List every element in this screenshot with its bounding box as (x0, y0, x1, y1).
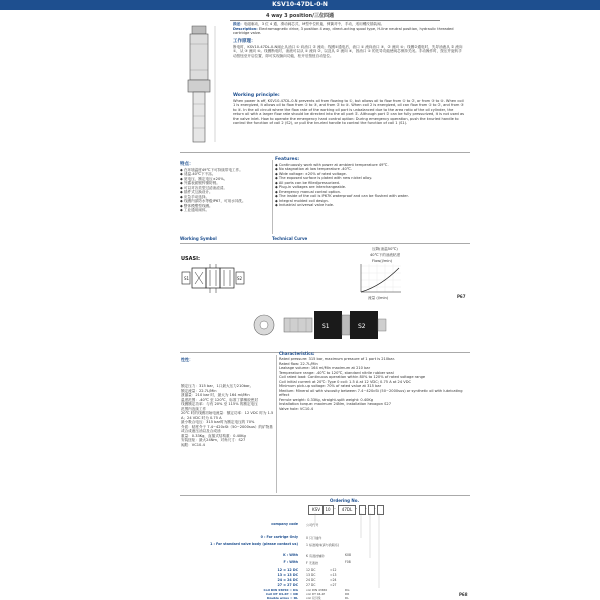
order-row-label: 13 = 13 DC (277, 573, 298, 577)
order-row-desc: 0 只订插件 (306, 536, 322, 540)
order-row-label: Double wires = DL (266, 596, 298, 600)
order-row-label: K : With (283, 553, 298, 557)
coil-s1-label: S1 (322, 323, 330, 330)
valve-drawing (180, 24, 230, 149)
code-box-dash1: - (334, 506, 336, 511)
order-row-label: F : With (283, 560, 298, 564)
technical-curve-heading: Technical Curve (272, 236, 308, 241)
code-box-dash4: - (374, 506, 376, 511)
spec-en-heading: Characteristics: (279, 351, 315, 356)
spec-cn-list (181, 384, 275, 447)
spec-cn-item: 范围内连续工作 (181, 406, 207, 411)
features-en-list (275, 163, 470, 208)
valve-product-image (250, 303, 390, 355)
spec-en-item: Rated flow: 22.7L/Min (279, 361, 318, 366)
code-box-dash3: - (365, 506, 367, 511)
order-row-label: 1 : For standard valve body (please contact us) (210, 542, 298, 546)
spec-cn-item: 阀腔：VC10-4 (181, 442, 205, 447)
spec-en-item: Installation torque: maximum 24Nm, installation hexagon S27 (279, 402, 391, 406)
section-rule-1 (180, 152, 470, 153)
technical-curve-chart (355, 262, 405, 298)
ordering-connectors (300, 513, 390, 598)
feature-en-item: ◆ No stagnation at low temperature -40℃. (275, 167, 353, 171)
order-row-code: ≈12 (330, 568, 337, 572)
spec-en-item: Valve hole: VC10-4 (279, 406, 314, 411)
spec-cn-item: 重量：0.33Kg，直插式结构重：0.40Kg (181, 433, 246, 438)
order-row-label: Coil DIN 43650 = DG (263, 588, 298, 592)
order-row-desc: coil DT 04-2P (306, 592, 326, 596)
principle-cn-heading: 工作原理： (233, 39, 256, 44)
order-row-desc: 公司代号 (306, 523, 319, 527)
principle-en-heading: Working principle: (233, 93, 280, 98)
spec-divider (276, 355, 277, 493)
features-cn-block (180, 163, 276, 213)
spec-en-item: Coil initial current at 20℃: Type 0 coil: 1.5 A at 12 VDC; 0.75 A at 24 VDC (279, 379, 412, 384)
order-row-code: ≈13 (330, 573, 337, 577)
spec-cn-item: 介质：粘度介于 7.4~420cSt（50~2000sus）的矿物基或合成液压油以及合成油 (181, 424, 273, 433)
code-box-size: 10 (322, 505, 334, 515)
order-row-desc: 13 DC (306, 573, 316, 577)
order-row-code: ≈27 (330, 583, 337, 587)
curve-label-2: 40℃下的油液粘度 (370, 253, 401, 257)
code-box-dash2: - (355, 506, 358, 511)
order-row-desc: 24 DC (306, 578, 316, 582)
svg-text:S2: S2 (237, 276, 243, 281)
spec-en-list (279, 357, 469, 411)
coil-nut (192, 26, 206, 34)
usasi-label: USASI: (181, 256, 200, 262)
features-cn-heading: 特点： (180, 162, 194, 167)
order-row-label: 27 = 27 DC (277, 583, 298, 587)
principle-en-text: When power is off, KSV10-47DL-0-N prevents oil from flowing to ①, but allows oil to flow from ① to ②, or from ③ to ④. When coil 1 is energized, it allows oil to flow from ① to ③, and from ② to ④. When coil 2 is energized, oil can flow from ① to ②, and from ③ to ④. In the oil circuit where the flow rate of the working oil port is unbalanced due to the area ratio of the oil cylinder, the return oil with a larger flow rate should be directed into the oil port ②. Although port ② can be fully pressurized, it is not used as the valve inlet. How to operate the emergency hand control option: During emergency operation, push the knurled handle to control the function of coil 2 (S2), or pull the knurled handle to control the function of coil 1 (S1). (233, 98, 465, 125)
order-row-label: 24 = 24 DC (277, 578, 298, 582)
order-row-code: DR (345, 592, 350, 596)
order-row-desc: K 有液控辅助 (306, 554, 325, 558)
order-row-label: Coil DT 04-2P = DR (265, 592, 298, 596)
feature-en-item: ◆ Integral molded coil design. (275, 198, 329, 203)
spec-en-item: Coil rated load: Continuous operation within 80% to 120% of rated voltage range (279, 375, 426, 379)
order-row-code: DL (345, 596, 349, 600)
ordering-title: Ordering No. (330, 498, 360, 503)
feature-en-item: ◆ Plug-in voltages are interchangeable. (275, 185, 347, 189)
code-box-ksv: KSV (308, 505, 324, 515)
working-symbol-heading: Working Symbol (180, 236, 217, 241)
description-text-en: Electromagnetic drive, 3 position 4 way, direct-acting spool type, H-line neutral position, hydraulic threaded cartridge valve. (233, 26, 454, 35)
hex-center (342, 315, 350, 335)
spec-cn-item: 泄漏量：210 bar 时，最大为 164 ml/Min (181, 393, 250, 397)
spec-cn-item: 额定流量：22.7L/Min (181, 388, 217, 393)
hydraulic-symbol (180, 262, 248, 296)
svg-text:S1: S1 (184, 276, 190, 281)
spec-en-item: Minimum pick-up voltage: 70% of rated value at 315 bar (279, 384, 382, 388)
spec-cn-heading: 性性： (181, 357, 193, 362)
curve-x-label: 流量 (l/min) (368, 296, 389, 300)
order-row-label: 12 = 12 DC (277, 568, 298, 572)
feature-cn-item: ◆ 线圈内部防水等级IP67，可用水冲洗。 (180, 199, 246, 203)
feature-cn-item: ◆ 可以对各类型过滤油滤清。 (180, 185, 228, 190)
subtitle-rule (230, 20, 440, 21)
curve-label-3: Flow(l/min) (372, 259, 392, 263)
features-en-heading: Features: (275, 157, 300, 162)
description-label-cn: 描述： (233, 22, 244, 26)
order-row-label: company code (271, 522, 298, 526)
feature-en-item: ◆ Wide voltage: ±20% of rated voltage. (275, 171, 347, 176)
spec-en-block (279, 357, 469, 411)
order-row-desc: coil DIN 43650 (306, 588, 328, 592)
feature-en-item: ◆ Continuously work with power at ambient temperature 49℃. (275, 162, 389, 167)
order-row-label: 0 : For cartrige Only (260, 535, 298, 539)
page-number-p67: P67 (457, 294, 466, 299)
order-row-desc: coil 双引线 (306, 596, 321, 600)
coil-s2-label: S2 (358, 323, 366, 330)
spec-en-item: Ferrule weight: 0.33Kg, straight-split weight: 0.40Kg (279, 397, 374, 402)
feature-en-item: ◆ All ports can be filled/pressurized. (275, 180, 340, 185)
features-en-block (275, 158, 470, 208)
coil-body (190, 34, 208, 80)
page-subtitle: 4 way 3 position/三位四通 (266, 13, 334, 19)
spec-cn-item: 温度范围：-40℃ 至 120℃，标准丁腈橡胶密封 (181, 397, 258, 402)
description-label-en: Description: (233, 26, 258, 31)
spec-cn-block (181, 384, 275, 447)
order-row-code: F08 (345, 560, 351, 564)
order-row-desc: 12 DC (306, 568, 316, 572)
principle-en-block (233, 94, 465, 126)
curve-label-1: 压降(油温50℃) (372, 247, 398, 251)
page-number-p68: P68 (459, 592, 468, 597)
feature-cn-item: ◆ 插件式互换设计。 (180, 190, 213, 194)
cartridge-body (193, 92, 205, 142)
feature-en-item: ◆ Industrial universal valve hole. (275, 203, 335, 207)
order-row-code: K08 (345, 553, 351, 557)
model-title-bar (0, 0, 600, 10)
feature-cn-item: ◆ 应急手动选择。 (180, 194, 210, 199)
order-row-desc: 27 DC (306, 583, 316, 587)
model-title: KSV10-47DL-0-N (272, 1, 328, 8)
code-box-model: 47DL (338, 505, 356, 515)
features-cn-list (180, 168, 276, 213)
feature-cn-item: ◆ 外露表面镀锌镍防锈。 (180, 181, 220, 185)
spec-en-item: Leakage volume: 164 ml/Min maximum at 210 bar (279, 366, 371, 370)
order-row-code: ≈24 (330, 578, 337, 582)
description-block (233, 22, 465, 36)
spec-cn-item: 最小吸合电压：315 bar时为额定电压的 70% (181, 420, 255, 424)
section-rule-4 (180, 495, 470, 496)
spec-cn-item: 额定压力：315 bar，1口最大压力210bar。 (181, 384, 254, 388)
order-row-desc: 1 标准阀体(请与我联系) (306, 543, 340, 547)
spec-cn-item: 安装扭矩：最大24Nm，对角尺寸：S27 (181, 438, 246, 442)
features-divider (272, 160, 273, 234)
feature-en-item: ◆ Emergency manual control option. (275, 189, 342, 194)
order-row-desc: F 无液控 (306, 561, 319, 565)
feature-cn-item: ◆ 宽电压，额定电压±20%。 (180, 176, 228, 181)
section-rule-3 (180, 352, 470, 353)
hex-body (188, 80, 210, 92)
feature-en-item: ◆ The inside of the coil is IP67K waterproof and can be flushed with water. (275, 194, 409, 198)
spec-cn-item: 线圈额定功率：与有 20% 至 115% 的额定电压 (181, 402, 258, 406)
order-row-code: DG (345, 588, 350, 592)
spec-en-item: Rated pressure: 315 bar, maximum pressure of 1 port is 210bar. (279, 357, 395, 361)
spec-en-item: Temperature range: -40℃ to 120℃, standard nitrile rubber seal (279, 370, 394, 375)
description-text-cn: 电磁驱动，3 位 4 通，滑动阀芯式，M型中位机能，弹簧对中，手动，适用螺纹插装阀。 (243, 22, 385, 26)
feature-en-item: ◆ The exposed surface is plated with new nickel alloy. (275, 176, 373, 180)
feature-cn-item: ◆ 适温-40℃下不冻。 (180, 172, 216, 176)
section-rule-2 (180, 243, 470, 244)
feature-cn-item: ◆ 在环境温度49℃下可持续带电工作。 (180, 167, 243, 172)
spec-cn-item: 20℃ 时的线圈初始电流量：额定功率：12 VDC 时为 1.5 A；24 VDC 时为 0.75 A (181, 411, 274, 420)
feature-cn-item: ◆ 工业通用阀体。 (180, 208, 210, 212)
feature-cn-item: ◆ 整体模塑型线圈。 (180, 203, 213, 208)
spec-en-item: Medium: Mineral oil with viscosity between 7.4~420cSt (50~2000sus) or synthetic oil with lubricating effect (279, 388, 463, 397)
principle-cn-text: 断电时，KSV10-47DL-0-N阀止从油口 ① 向油口 ② 流动；线圈①通电后，油口 ① 流向油口 ③，② 流向 ④；线圈②通电时，先导油液从 ② 流向 ①，从 ③ 流向 ④。线圈断电时，油液可以从 ① 流向 ②，以及从 ② 流向 ④，因油口 ① 的先导功能使阀芯保持关闭。手动操作时，按压并旋转手动按钮至开启位置，即可实现换向功能，松开后按钮自动复位。 (233, 44, 463, 58)
principle-cn-block (233, 40, 465, 58)
